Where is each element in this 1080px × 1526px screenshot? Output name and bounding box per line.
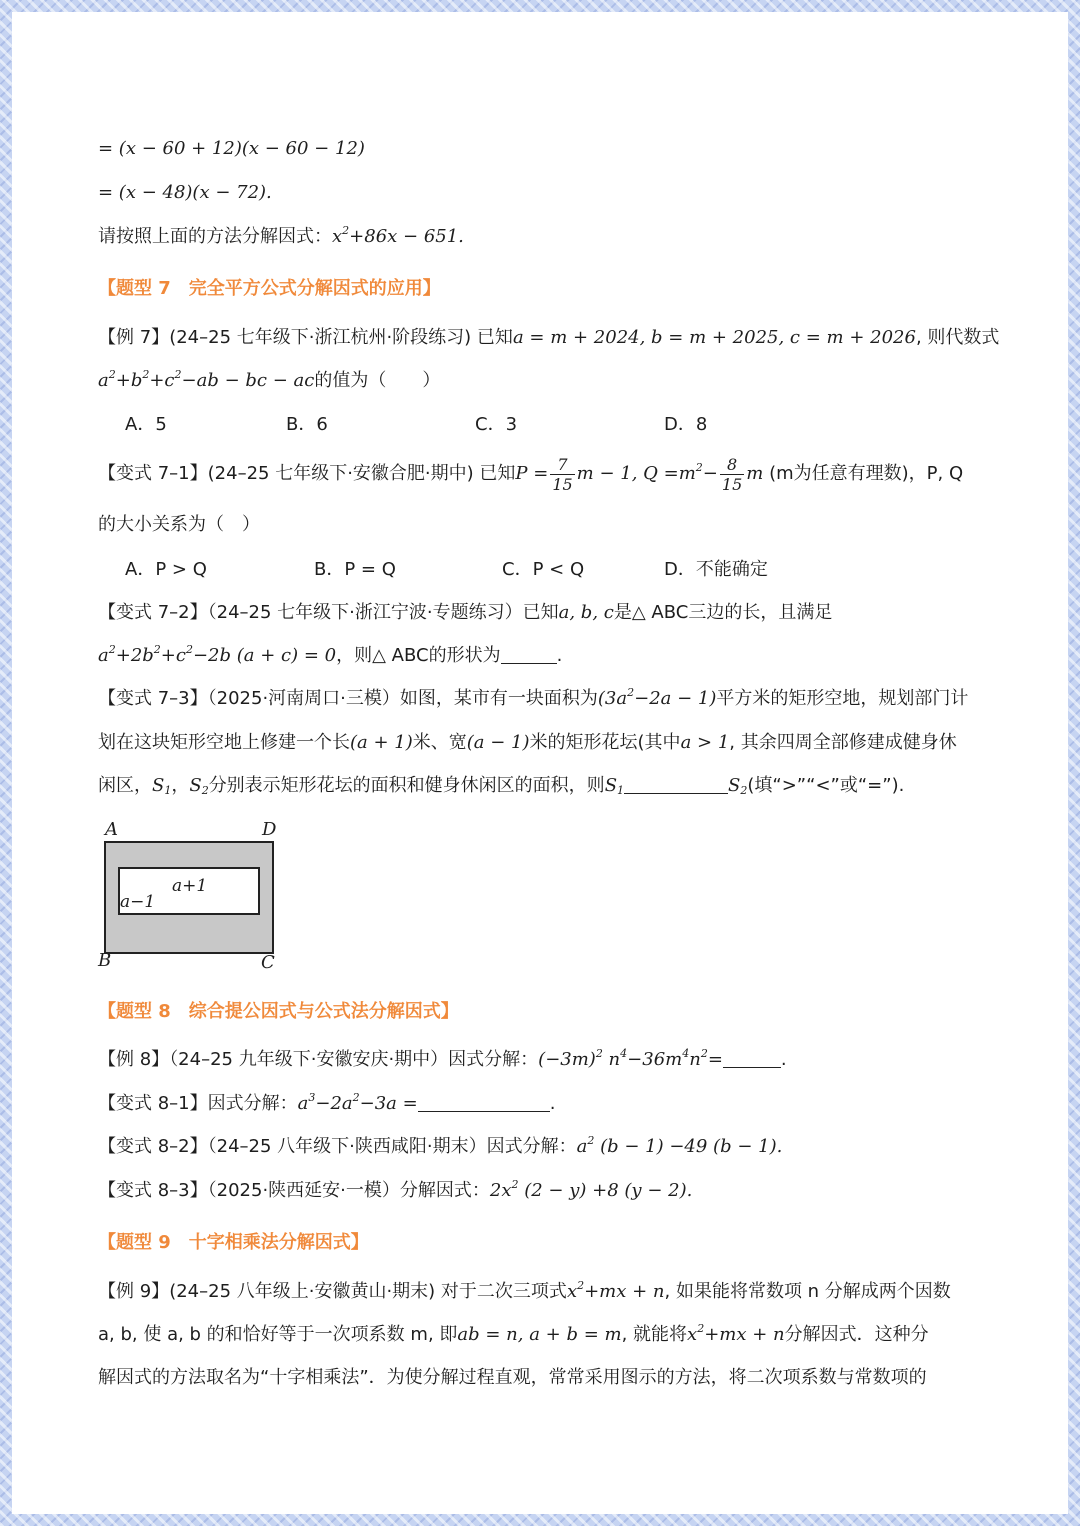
example-9-line-1: 【例 9】(24–25 八年级上·安徽黄山·期末) 对于二次三项式$x^2+mx + n$, 如果能将常数项 n 分解成两个因数 [98, 1279, 951, 1302]
answer-blank-7-3 [624, 775, 728, 794]
answer-blank-7-2 [501, 645, 557, 664]
example-7-line-1: 【例 7】(24–25 七年级下·浙江杭州·阶段练习) 已知a = m + 2024, b = m + 2025, c = m + 2026, 则代数式 [98, 327, 1000, 348]
variant-7-1-option-a: A．P > Q [125, 559, 207, 580]
variant-7-2-line-2: $a^2+2b^2+c^2-2b$ (a + c) = 0，则△ ABC的形状为 . [98, 643, 563, 666]
vertex-b-label: B [98, 950, 112, 971]
variant-8-2-line: 【变式 8–2】（24–25 八年级下·陕西咸阳·期末）因式分解：$a^2$ (b − 1) −49 (b − 1). [98, 1134, 783, 1157]
variant-7-1-line-1: 【变式 7–1】(24–25 七年级下·安徽合肥·期中) 已知P = $\frac{7}{15}$ m − 1, $Q =m^2-$ $\frac{8}{15}$ m (m为任意有理数)，P, Q [98, 454, 964, 494]
equation-line-1: = (x − 60 + 12)(x − 60 − 12) [98, 138, 365, 159]
inner-width-label: a−1 [120, 892, 156, 912]
document-page [12, 12, 1068, 1514]
example-9-line-3: 解因式的方法取名为“十字相乘法”．为使分解过程直观，常常采用图示的方法，将二次项系数与常数项的 [98, 1367, 927, 1388]
example-7-option-c: C．3 [475, 414, 518, 435]
variant-7-1-option-d: D．不能确定 [664, 559, 768, 580]
variant-7-3-line-1: 【变式 7–3】（2025·河南周口·三模）如图，某市有一块面积为$(3a^2-2a - 1)$平方米的矩形空地，规划部门计 [98, 686, 969, 709]
variant-8-1-line: 【变式 8–1】因式分解：$a^3-2a^2-3a$ = . [98, 1091, 556, 1114]
variant-7-1-option-c: C．P < Q [502, 559, 585, 580]
example-7-option-a: A．5 [125, 414, 167, 435]
vertex-a-label: A [105, 819, 118, 840]
answer-blank-8-1 [418, 1093, 550, 1112]
example-7-option-d: D．8 [664, 414, 708, 435]
variant-7-1-option-b: B．P = Q [314, 559, 396, 580]
section-8-heading: 【题型 8 综合提公因式与公式法分解因式】 [98, 1001, 459, 1022]
fraction-7-15: $\frac{7}{15}$ [552, 454, 573, 494]
variant-7-3-line-3: 闲区，$S_1$，$S_2$分别表示矩形花坛的面积和健身休闲区的面积，则$S_1$ $S_2$(填“>”“<”或“=”). [98, 775, 905, 797]
answer-blank-8 [723, 1049, 781, 1068]
variant-7-1-line-2: 的大小关系为（ ） [98, 514, 260, 535]
variant-7-2-line-1: 【变式 7–2】（24–25 七年级下·浙江宁波·专题练习）已知a, b, c是△ ABC三边的长，且满足 [98, 602, 833, 623]
example-7-option-b: B．6 [286, 414, 328, 435]
equation-line-2: = (x − 48)(x − 72). [98, 182, 272, 203]
instruction-line: 请按照上面的方法分解因式：$x^2+86x - 651$. [98, 224, 464, 247]
variant-8-3-line: 【变式 8–3】（2025·陕西延安·一模）分解因式：$2x^2$ (2 − y) +8 (y − 2). [98, 1178, 693, 1201]
fraction-8-15: $\frac{8}{15}$ [721, 454, 743, 494]
example-9-line-2: a, b, 使 a, b 的和恰好等于一次项系数 m, 即ab = n, a + b = m, 就能将$x^2+mx + n$分解因式．这种分 [98, 1322, 929, 1345]
example-8-line: 【例 8】（24–25 九年级下·安徽安庆·期中）因式分解：$(-3m)^2$ $n^4-36m^4n^2=$ . [98, 1047, 787, 1070]
inner-length-label: a+1 [172, 876, 208, 896]
section-9-heading: 【题型 9 十字相乘法分解因式】 [98, 1232, 369, 1253]
example-7-line-2: $a^2+b^2+c^2-ab$ − bc − ac的值为（ ） [98, 368, 441, 391]
variant-7-3-line-2: 划在这块矩形空地上修建一个长(a + 1)米、宽(a − 1)米的矩形花坛(其中a > 1, 其余四周全部修建成健身休 [98, 732, 957, 753]
rectangle-diagram [92, 819, 292, 974]
vertex-c-label: C [261, 952, 275, 973]
section-7-heading: 【题型 7 完全平方公式分解因式的应用】 [98, 278, 441, 299]
vertex-d-label: D [262, 819, 277, 840]
